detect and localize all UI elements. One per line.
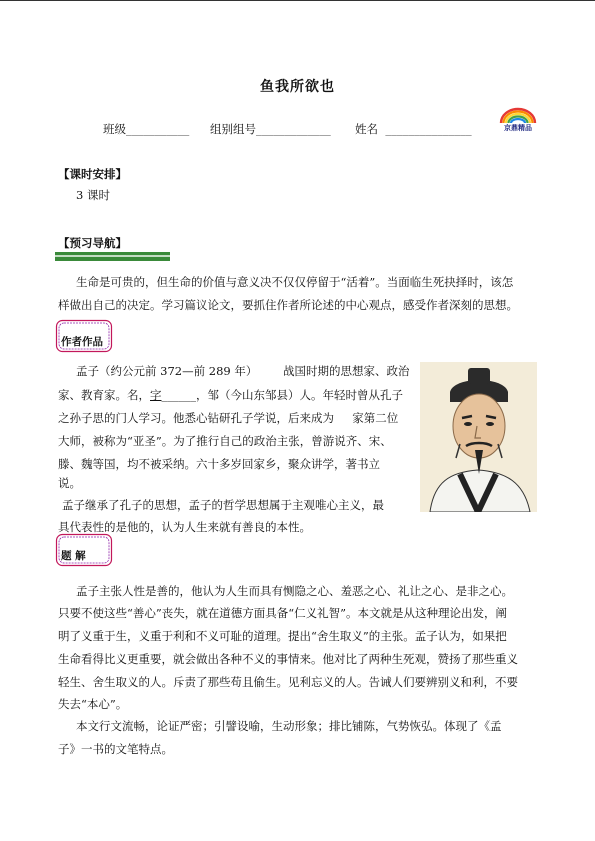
author-tag-label: 作者作品: [61, 336, 103, 348]
logo-text: 京鼎精品: [504, 124, 532, 132]
author-line-2: 家、教育家。名，字______，邹（今山东邹县）人。年轻时曾从孔子: [58, 388, 403, 402]
analysis-line-4: 生命看得比义更重要，就会做出各种不义的事情来。他对比了两种生死观，赞扬了那些重义: [58, 652, 518, 666]
group-field: [210, 121, 331, 137]
author-line-3: 之孙子思的门人学习。他悉心钻研孔子学说，后来成为 家第二位: [58, 411, 399, 425]
preview-line-1: 生命是可贵的，但生命的价值与意义决不仅仅停留于“活着”。当面临生死抉择时，该怎: [76, 275, 514, 289]
mencius-portrait-icon: [420, 362, 537, 512]
top-rule: [0, 0, 595, 1]
class-blank: ___________: [126, 122, 190, 136]
name-field: [355, 121, 472, 137]
page-title: 鱼我所欲也: [260, 79, 335, 95]
preview-line-2: 样做出自己的决定。学习篇议论文，要抓住作者所论述的中心观点，感受作者深刻的思想。: [58, 298, 518, 312]
author-line-8: 具代表性的是他的，认为人生来就有善良的本性。: [58, 520, 311, 534]
author-line-1: 孟子（约公元前 372—前 289 年） 战国时期的思想家、政治: [76, 364, 410, 378]
schedule-heading: 【课时安排】: [58, 167, 127, 181]
author-line-6: 说。: [58, 476, 81, 490]
analysis-line-3: 明了义重于生，义重于利和不义可耻的道理。提出“舍生取义”的主张。孟子认为，如果把: [58, 629, 507, 643]
author-tag: [55, 319, 113, 353]
analysis-line-6: 失去“本心”。: [58, 697, 128, 711]
group-blank: _____________: [256, 122, 331, 136]
analysis-line-5: 轻生、舍生取义的人。斥责了那些苟且偷生。见利忘义的人。告诫人们要辨别义和利，不要: [58, 675, 518, 689]
analysis-tag: [55, 533, 113, 567]
author-line-4: 大师，被称为“亚圣”。为了推行自己的政治主张，曾游说齐、宋、: [58, 434, 392, 448]
class-field: [103, 121, 189, 137]
zi-underline: 字: [150, 388, 162, 402]
analysis-line-2: 只要不使这些“善心”丧失，就在道德方面具备“仁义礼智”。本文就是从这种理论出发，阐: [58, 606, 508, 620]
preview-heading: 【预习导航】: [58, 235, 131, 251]
analysis-tag-label: 题 解: [61, 550, 86, 562]
analysis-line-7: 本文行文流畅，论证严密；引譬设喻，生动形象；排比铺陈，气势恢弘。体现了《孟: [76, 719, 502, 733]
author-line-5: 滕、魏等国，均不被采纳。六十多岁回家乡，聚众讲学，著书立: [58, 457, 380, 471]
group-label: 组别组号: [210, 122, 256, 136]
class-label: 班级: [103, 122, 126, 136]
name-blank: _______________: [385, 122, 472, 136]
analysis-line-1: 孟子主张人性是善的，他认为人生而具有恻隐之心、羞恶之心、礼让之心、是非之心。: [76, 584, 513, 598]
analysis-line-8: 子》一书的文笔特点。: [58, 742, 173, 756]
author-line-7: 孟子继承了孔子的思想，孟子的哲学思想属于主观唯心主义，最: [62, 498, 384, 512]
name-label: 姓名: [355, 122, 378, 136]
schedule-text: 3 课时: [76, 188, 110, 202]
brand-logo-icon: [493, 103, 543, 133]
